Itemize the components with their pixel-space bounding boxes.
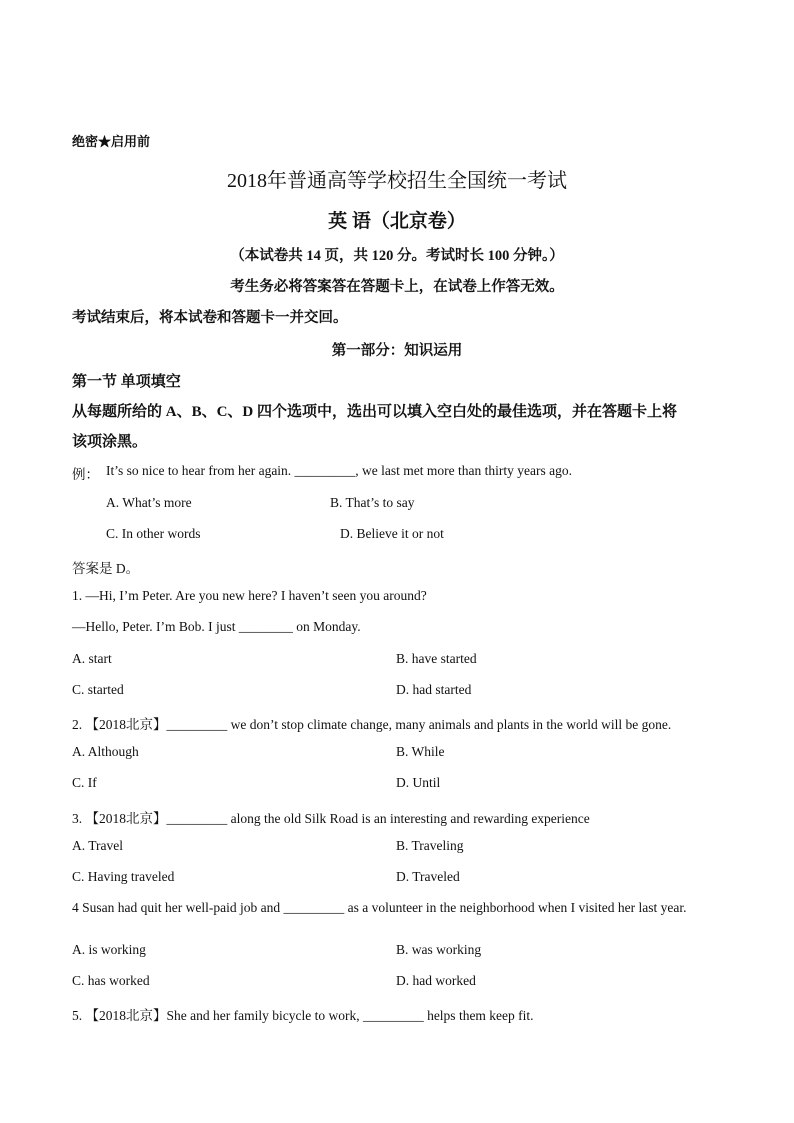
question-2-option-d: D. Until [396,775,441,790]
question-4-option-d: D. had worked [396,973,476,988]
question-3-option-b: B. Traveling [396,838,464,853]
section-instruction-line1: 从每题所给的 A、B、C、D 四个选项中，选出可以填入空白处的最佳选项，并在答题卡上将 [72,404,678,420]
question-3-option-d: D. Traveled [396,869,460,884]
question-3-line1: 3. 【2018北京】_________ along the old Silk Road is an interesting and rewarding experience [72,811,590,826]
question-5-line1: 5. 【2018北京】She and her family bicycle to work, _________ helps them keep fit. [72,1008,534,1023]
exam-meta: （本试卷共 14 页，共 120 分。考试时长 100 分钟。） [230,248,564,264]
example-option-d: D. Believe it or not [340,526,444,541]
exam-subtitle: 英 语（北京卷） [328,211,466,232]
question-1-option-c: C. started [72,682,124,697]
question-4-option-c: C. has worked [72,973,150,988]
example-option-b: B. That’s to say [330,495,415,510]
exam-title: 2018年普通高等学校招生全国统一考试 [227,170,567,192]
question-1-option-a: A. start [72,651,112,666]
example-answer: 答案是 D。 [72,561,140,576]
question-4-option-a: A. is working [72,942,146,957]
question-3-option-a: A. Travel [72,838,124,853]
exam-notice-1: 考生务必将答案答在答题卡上，在试卷上作答无效。 [230,279,564,295]
question-2-option-c: C. If [72,775,97,790]
example-option-a: A. What’s more [106,495,192,510]
question-1-option-d: D. had started [396,682,472,697]
question-1-option-b: B. have started [396,651,477,666]
example-option-c: C. In other words [106,526,201,541]
section-instruction-line2: 该项涂黑。 [72,434,148,450]
part-heading: 第一部分：知识运用 [331,343,463,359]
example-question: It’s so nice to hear from her again. _________, we last met more than thirty years ago. [106,463,572,478]
example-label: 例： [72,467,99,482]
question-3-option-c: C. Having traveled [72,869,175,884]
question-4-line1: 4 Susan had quit her well-paid job and _________ as a volunteer in the neighborhood when I visited her last year. [72,900,687,915]
question-2-option-b: B. While [396,744,445,759]
question-1-line1: 1. —Hi, I’m Peter. Are you new here? I haven’t seen you around? [72,588,427,603]
question-2-option-a: A. Although [72,744,139,759]
question-2-line1: 2. 【2018北京】_________ we don’t stop climate change, many animals and plants in the world will be gone. [72,717,672,732]
question-4-option-b: B. was working [396,942,482,957]
question-1-line2: —Hello, Peter. I’m Bob. I just ________ on Monday. [72,619,361,634]
exam-notice-2: 考试结束后，将本试卷和答题卡一并交回。 [72,310,348,326]
section-heading: 第一节 单项填空 [72,374,181,390]
confidential-label: 绝密★启用前 [72,134,151,149]
